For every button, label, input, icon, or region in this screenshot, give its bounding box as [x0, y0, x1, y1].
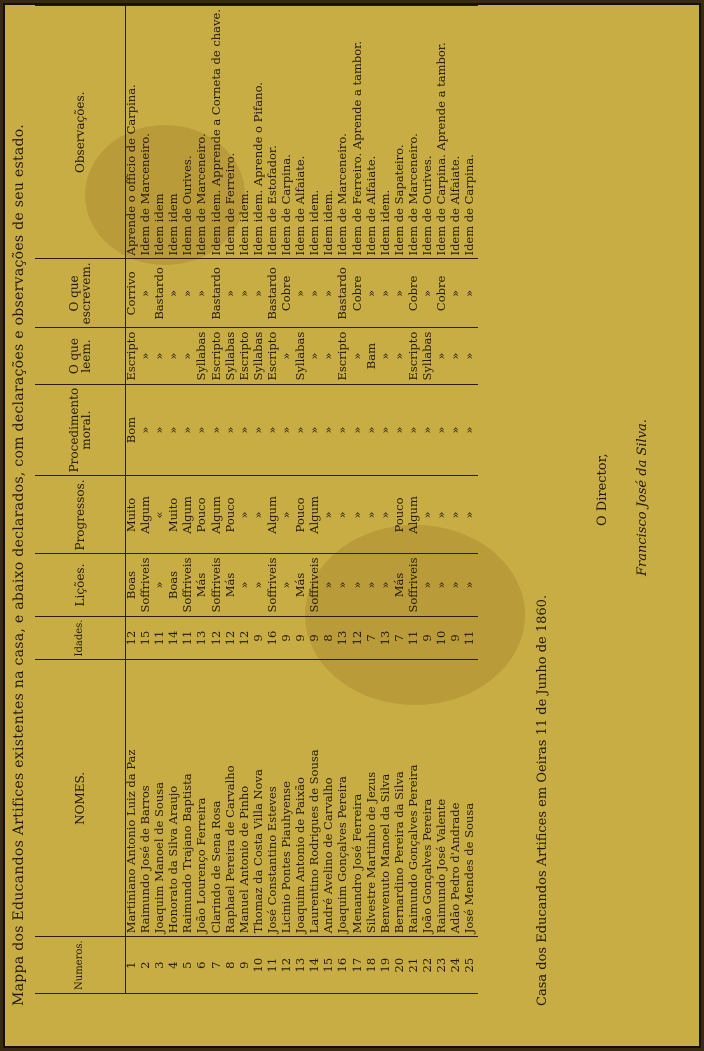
row-lessons: Más: [295, 554, 309, 616]
row-progress: »: [436, 476, 450, 554]
row-conduct: »: [140, 384, 154, 476]
row-name: Raimundo Gonçalves Pereira: [408, 660, 422, 937]
rotated-page: [5, 5, 699, 1046]
row-progress: Algum: [408, 476, 422, 554]
row-conduct: »: [394, 384, 408, 476]
row-progress: Algum: [309, 476, 323, 554]
row-number: 15: [323, 937, 337, 994]
row-number: 24: [450, 937, 464, 994]
row-writing: »: [196, 259, 210, 328]
row-name: Martiniano Antonio Luiz da Paz: [126, 660, 141, 937]
row-number: 3: [154, 937, 168, 994]
row-conduct: »: [380, 384, 394, 476]
row-reading: »: [352, 328, 366, 384]
row-lessons: »: [154, 554, 168, 616]
row-progress: Muito: [168, 476, 182, 554]
row-name: Raphael Pereira de Carvalho: [225, 660, 239, 937]
row-conduct: »: [211, 384, 225, 476]
row-observations: Idem de Marceneiro.: [408, 6, 422, 259]
row-reading: Escripto: [239, 328, 253, 384]
row-age: 8: [323, 616, 337, 660]
row-lessons: »: [450, 554, 464, 616]
row-lessons: Más: [196, 554, 210, 616]
row-observations: Idem de Ourives.: [422, 6, 436, 259]
row-conduct: »: [281, 384, 295, 476]
col-escrevem: O que escrevem.: [35, 259, 126, 328]
row-conduct: »: [352, 384, 366, 476]
row-observations: Idem idem.: [309, 6, 323, 259]
row-progress: Pouco: [394, 476, 408, 554]
col-observacoes: Observações.: [35, 6, 126, 259]
row-progress: »: [422, 476, 436, 554]
col-progressos: Progressos.: [35, 476, 126, 554]
row-number: 21: [408, 937, 422, 994]
row-conduct: »: [154, 384, 168, 476]
row-reading: »: [464, 328, 478, 384]
row-lessons: Soffriveis: [140, 554, 154, 616]
row-lessons: »: [281, 554, 295, 616]
row-reading: Syllabas: [196, 328, 210, 384]
row-conduct: »: [450, 384, 464, 476]
row-observations: Idem de Ferreiro.: [225, 6, 239, 259]
row-lessons: »: [464, 554, 478, 616]
row-reading: Escripto: [126, 328, 141, 384]
row-progress: »: [253, 476, 267, 554]
row-number: 20: [394, 937, 408, 994]
row-conduct: »: [366, 384, 380, 476]
row-name: Thomaz da Costa Villa Nova: [253, 660, 267, 937]
row-reading: »: [281, 328, 295, 384]
row-writing: Cobre: [436, 259, 450, 328]
row-number: 10: [253, 937, 267, 994]
row-progress: Algum: [140, 476, 154, 554]
row-progress: «: [154, 476, 168, 554]
row-observations: Idem de Ourives.: [182, 6, 196, 259]
row-conduct: »: [464, 384, 478, 476]
col-nomes: NOMES.: [35, 660, 126, 937]
row-reading: Escripto: [337, 328, 351, 384]
row-writing: »: [323, 259, 337, 328]
row-reading: Escripto: [408, 328, 422, 384]
row-age: 13: [337, 616, 351, 660]
row-observations: Aprende o officio de Carpina.: [126, 6, 141, 259]
row-name: Raimundo José de Barros: [140, 660, 154, 937]
row-conduct: »: [196, 384, 210, 476]
row-lessons: Soffriveis: [267, 554, 281, 616]
row-observations: Idem idem: [154, 6, 168, 259]
row-conduct: »: [337, 384, 351, 476]
row-progress: »: [281, 476, 295, 554]
row-age: 14: [168, 616, 182, 660]
row-lessons: »: [352, 554, 366, 616]
row-age: 7: [394, 616, 408, 660]
row-progress: Pouco: [295, 476, 309, 554]
row-age: 10: [436, 616, 450, 660]
row-number: 8: [225, 937, 239, 994]
row-reading: »: [380, 328, 394, 384]
row-number: 19: [380, 937, 394, 994]
col-licoes: Lições.: [35, 554, 126, 616]
row-observations: Idem de Sapateiro.: [394, 6, 408, 259]
row-reading: »: [309, 328, 323, 384]
row-observations: Idem idem. Apprende a Corneta de chave.: [211, 6, 225, 259]
row-observations: Idem de Estofador.: [267, 6, 281, 259]
row-age: 13: [380, 616, 394, 660]
col-numeros: Numeros.: [35, 937, 126, 994]
row-age: 9: [253, 616, 267, 660]
row-reading: »: [182, 328, 196, 384]
row-observations: Idem de Ferreiro. Aprende a tambor.: [352, 6, 366, 259]
row-name: Benvenuto Manoel da Silva: [380, 660, 394, 937]
row-age: 11: [408, 616, 422, 660]
row-writing: Bastardo: [154, 259, 168, 328]
row-number: 16: [337, 937, 351, 994]
row-name: Adão Pedro d'Andrade: [450, 660, 464, 937]
row-progress: Muito: [126, 476, 141, 554]
col-idades: Idades.: [35, 616, 126, 660]
row-observations: Idem idem.: [380, 6, 394, 259]
row-age: 11: [464, 616, 478, 660]
row-number: 6: [196, 937, 210, 994]
row-conduct: »: [323, 384, 337, 476]
row-reading: Syllabas: [422, 328, 436, 384]
row-writing: »: [168, 259, 182, 328]
row-name: Silvestre Martinho de Jezus: [366, 660, 380, 937]
row-observations: Idem idem. Aprende o Pifano.: [253, 6, 267, 259]
row-number: 23: [436, 937, 450, 994]
row-number: 17: [352, 937, 366, 994]
row-conduct: »: [225, 384, 239, 476]
row-name: Joaquim Gonçalves Pereira: [337, 660, 351, 937]
row-number: 18: [366, 937, 380, 994]
row-lessons: Boas: [126, 554, 141, 616]
row-writing: »: [464, 259, 478, 328]
row-name: João Gonçalves Pereira: [422, 660, 436, 937]
row-lessons: »: [323, 554, 337, 616]
row-lessons: »: [366, 554, 380, 616]
row-reading: »: [450, 328, 464, 384]
title-text: Mappa dos Educandos Artifices existentes na casa, e abaixo declarados, com declarações e observações de seu estado.: [11, 123, 27, 1006]
row-number: 7: [211, 937, 225, 994]
row-age: 9: [422, 616, 436, 660]
row-age: 12: [352, 616, 366, 660]
row-name: Clarindo de Sena Rosa: [211, 660, 225, 937]
row-writing: »: [182, 259, 196, 328]
row-progress: »: [352, 476, 366, 554]
document-title: [11, 124, 27, 1006]
row-number: 4: [168, 937, 182, 994]
row-age: 9: [309, 616, 323, 660]
row-conduct: »: [422, 384, 436, 476]
row-lessons: Más: [394, 554, 408, 616]
row-progress: Algum: [267, 476, 281, 554]
row-conduct: »: [253, 384, 267, 476]
row-number: 13: [295, 937, 309, 994]
row-progress: »: [323, 476, 337, 554]
row-number: 9: [239, 937, 253, 994]
row-progress: Pouco: [196, 476, 210, 554]
row-observations: Idem de Marceneiro.: [140, 6, 154, 259]
row-writing: »: [309, 259, 323, 328]
row-lessons: Soffriveis: [211, 554, 225, 616]
row-lessons: Boas: [168, 554, 182, 616]
row-progress: Algum: [211, 476, 225, 554]
row-name: Manuel Antonio de Pinho: [239, 660, 253, 937]
row-writing: Bastardo: [211, 259, 225, 328]
row-writing: Bastardo: [267, 259, 281, 328]
row-name: José Mendes de Sousa: [464, 660, 478, 937]
row-name: Raimundo José Valente: [436, 660, 450, 937]
row-name: Joaquim Antonio de Paixão: [295, 660, 309, 937]
row-number: 5: [182, 937, 196, 994]
row-conduct: »: [436, 384, 450, 476]
row-observations: Idem de Marceneiro.: [196, 6, 210, 259]
table-row: [464, 6, 478, 994]
row-name: Bernardino Pereira da Silva: [394, 660, 408, 937]
row-name: Raimundo Trajano Baptista: [182, 660, 196, 937]
row-age: 12: [126, 616, 141, 660]
row-lessons: Soffriveis: [182, 554, 196, 616]
document-frame: [3, 3, 701, 1048]
row-age: 15: [140, 616, 154, 660]
row-number: 12: [281, 937, 295, 994]
row-age: 13: [196, 616, 210, 660]
row-age: 12: [239, 616, 253, 660]
row-writing: »: [380, 259, 394, 328]
row-writing: »: [239, 259, 253, 328]
row-name: Menandro José Ferreira: [352, 660, 366, 937]
row-name: Laurentino Rodrigues de Sousa: [309, 660, 323, 937]
row-writing: Cobre: [408, 259, 422, 328]
row-progress: »: [239, 476, 253, 554]
row-progress: Algum: [182, 476, 196, 554]
row-number: 2: [140, 937, 154, 994]
row-reading: Syllabas: [295, 328, 309, 384]
row-progress: »: [337, 476, 351, 554]
row-writing: »: [422, 259, 436, 328]
records-table: [35, 5, 478, 994]
row-observations: Idem idem: [168, 6, 182, 259]
row-age: 9: [295, 616, 309, 660]
row-reading: »: [168, 328, 182, 384]
row-number: 25: [464, 937, 478, 994]
row-age: 11: [182, 616, 196, 660]
row-name: José Constantino Esteves: [267, 660, 281, 937]
row-progress: »: [380, 476, 394, 554]
row-progress: »: [366, 476, 380, 554]
row-conduct: »: [309, 384, 323, 476]
row-age: 11: [154, 616, 168, 660]
row-lessons: Más: [225, 554, 239, 616]
row-conduct: »: [168, 384, 182, 476]
row-name: Honorato da Silva Araujo: [168, 660, 182, 937]
row-observations: Idem de Alfaiate.: [366, 6, 380, 259]
col-leem: O que leem.: [35, 328, 126, 384]
row-reading: Escripto: [267, 328, 281, 384]
row-age: 9: [281, 616, 295, 660]
row-writing: »: [366, 259, 380, 328]
row-writing: »: [450, 259, 464, 328]
row-writing: Bastardo: [337, 259, 351, 328]
row-lessons: »: [253, 554, 267, 616]
row-lessons: »: [337, 554, 351, 616]
row-name: Joaquim Manoel de Sousa: [154, 660, 168, 937]
row-number: 14: [309, 937, 323, 994]
row-reading: »: [323, 328, 337, 384]
row-reading: »: [436, 328, 450, 384]
row-observations: Idem de Alfaiate.: [450, 6, 464, 259]
director-label: O Director,: [595, 453, 610, 526]
row-name: André Avelino de Carvalho: [323, 660, 337, 937]
row-number: 22: [422, 937, 436, 994]
row-observations: Idem de Alfaiate.: [295, 6, 309, 259]
row-lessons: »: [422, 554, 436, 616]
row-conduct: Bom: [126, 384, 141, 476]
row-age: 7: [366, 616, 380, 660]
row-age: 12: [225, 616, 239, 660]
row-conduct: »: [267, 384, 281, 476]
row-reading: »: [140, 328, 154, 384]
row-observations: Idem de Marceneiro.: [337, 6, 351, 259]
row-number: 1: [126, 937, 141, 994]
row-conduct: »: [408, 384, 422, 476]
row-reading: Escripto: [211, 328, 225, 384]
row-lessons: Soffriveis: [309, 554, 323, 616]
row-writing: »: [295, 259, 309, 328]
row-progress: »: [450, 476, 464, 554]
row-reading: »: [154, 328, 168, 384]
row-progress: Pouco: [225, 476, 239, 554]
table-header-row: [35, 6, 126, 994]
row-writing: Cobre: [352, 259, 366, 328]
row-writing: »: [140, 259, 154, 328]
row-reading: Bam: [366, 328, 380, 384]
place-date: Casa dos Educandos Artifices em Oeiras 11 de Junho de 1860.: [535, 594, 550, 1006]
row-writing: Corrivo: [126, 259, 141, 328]
row-observations: Idem idem.: [323, 6, 337, 259]
row-writing: »: [394, 259, 408, 328]
row-reading: Syllabas: [253, 328, 267, 384]
row-progress: »: [464, 476, 478, 554]
director-signature: Francisco José da Silva.: [635, 419, 650, 576]
row-observations: Idem de Carpina. Aprende a tambor.: [436, 6, 450, 259]
row-age: 12: [211, 616, 225, 660]
row-lessons: Soffriveis: [408, 554, 422, 616]
row-writing: Cobre: [281, 259, 295, 328]
row-name: Licinio Pontes Piauhyense: [281, 660, 295, 937]
row-reading: Syllabas: [225, 328, 239, 384]
row-age: 16: [267, 616, 281, 660]
row-reading: »: [394, 328, 408, 384]
row-name: João Lourenço Ferreira: [196, 660, 210, 937]
row-conduct: »: [239, 384, 253, 476]
row-observations: Idem de Carpina.: [464, 6, 478, 259]
row-observations: Idem idem.: [239, 6, 253, 259]
row-conduct: »: [295, 384, 309, 476]
row-age: 9: [450, 616, 464, 660]
row-number: 11: [267, 937, 281, 994]
col-procedimento: Procedimento moral.: [35, 384, 126, 476]
row-lessons: »: [380, 554, 394, 616]
row-writing: »: [253, 259, 267, 328]
row-conduct: »: [182, 384, 196, 476]
row-lessons: »: [436, 554, 450, 616]
row-writing: »: [225, 259, 239, 328]
row-observations: Idem de Carpina.: [281, 6, 295, 259]
row-lessons: »: [239, 554, 253, 616]
